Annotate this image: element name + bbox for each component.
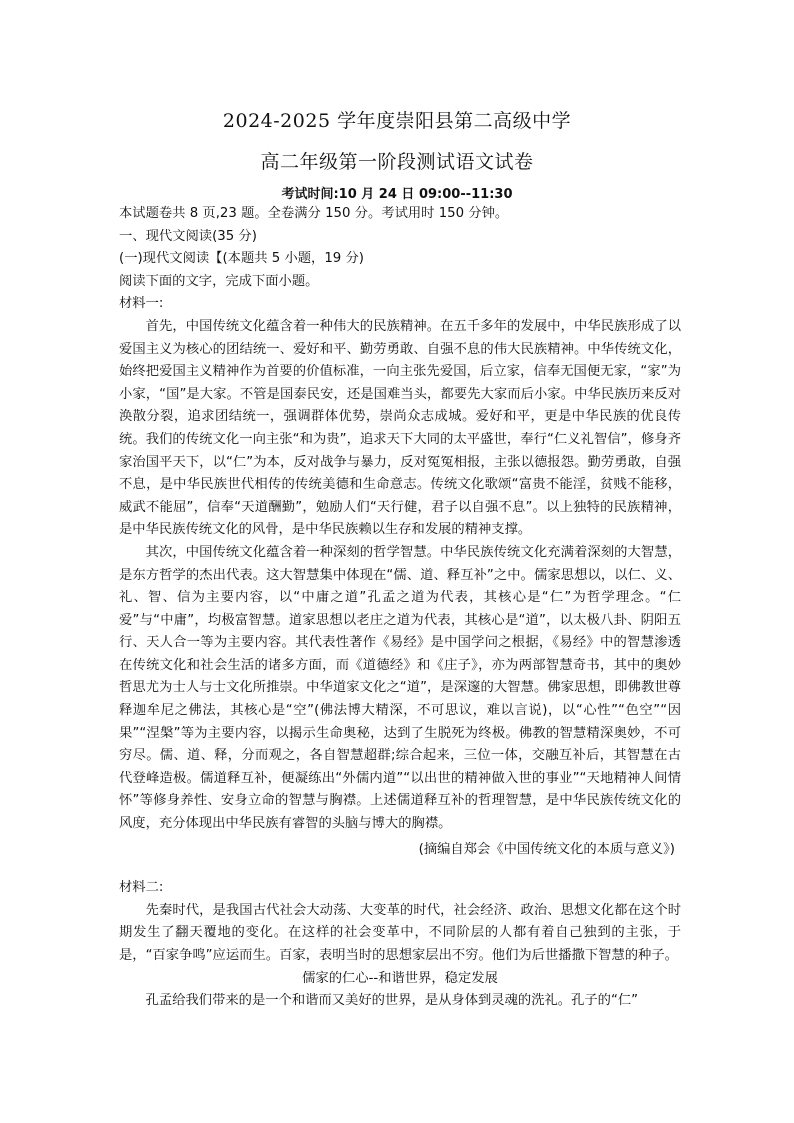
subsection-heading: (一)现代文阅读【(本题共 5 小题，19 分)	[119, 251, 364, 267]
material-two-paragraph-1: 先秦时代，是我国古代社会大动荡、大变革的时代，社会经济、政治、思想文化都在这个时期发生了翻天覆地的变化。在这样的社会变革中，不同阶层的人都有着自己独到的主张，于是，“百家争鸣”应运而生。百家，表明当时的思想家层出不穷。他们为后世播撒下智慧的种子。	[119, 902, 681, 963]
exam-time: 考试时间:10 月 24 日 09:00--11:30	[281, 187, 513, 202]
task-instruction: 阅读下面的文字，完成下面小题。	[119, 273, 319, 289]
exam-title-school: 2024-2025 学年度崇阳县第二高级中学	[222, 110, 572, 132]
exam-title-subject: 高二年级第一阶段测试语文试卷	[260, 151, 534, 173]
section-spacer	[119, 861, 681, 877]
section-heading: 一、现代文阅读(35 分)	[119, 228, 257, 244]
material-two-subheading: 儒家的仁心--和谐世界，稳定发展	[302, 970, 498, 986]
exam-instructions: 本试题卷共 8 页,23 题。全卷满分 150 分。考试用时 150 分钟。	[119, 206, 509, 221]
material-one-label: 材料一:	[119, 296, 164, 312]
material-two-label: 材料二:	[119, 880, 164, 896]
material-one-paragraph-2: 其次，中国传统文化蕴含着一种深刻的哲学智慧。中华民族传统文化充满着深刻的大智慧，是东方哲学的杰出代表。这大智慧集中体现在“儒、道、释互补”之中。儒家思想以，以仁、义、礼、智、信为主要内容，以“中庸之道”孔孟之道为代表，其核心是“仁”为哲学理念。“仁爱”与“中庸”，均极富智慧。道家思想以老庄之道为代表，其核心是“道”，以太极八卦、阴阳五行、天人合一等为主要内容。其代表性著作《易经》是中国学问之根据，《易经》中的智慧渗透在传统文化和社会生活的诸多方面，而《道德经》和《庄子》，亦为两部智慧奇书，其中的奥妙哲思尤为士人与士文化所推崇。中华道家文化之“道”，是深邃的大智慧。佛家思想，即佛教世尊释迦牟尼之佛法，其核心是“空”(佛法博大精深，不可思议，难以言说)，以“心性”“色空”“因果”“涅槃”等为主要内容，以揭示生命奥秘，达到了生脱死为终极。佛教的智慧精深奥妙，不可穷尽。儒、道、释，分而观之，各自智慧超群;综合起来，三位一体，交融互补后，其智慧在古代登峰造极。儒道释互补，便凝练出“外儒内道”“以出世的精神做入世的事业”“天地精神人间情怀”等修身养性、安身立命的智慧与胸襟。上述儒道释互补的哲理智慧，是中华民族传统文化的风度，充分体现出中华民族有睿智的头脑与博大的胸襟。	[119, 544, 681, 832]
document-body	[119, 203, 681, 1013]
material-one-source: (摘编自郑会《中国传统文化的本质与意义》)	[418, 841, 675, 857]
material-two-paragraph-2: 孔孟给我们带来的是一个和谐而又美好的世界，是从身体到灵魂的洗礼。孔子的“仁”	[145, 993, 639, 1009]
material-one-paragraph-1: 首先，中国传统文化蕴含着一种伟大的民族精神。在五千多年的发展中，中华民族形成了以爱国主义为核心的团结统一、爱好和平、勤劳勇敢、自强不息的伟大民族精神。中华传统文化，始终把爱国主义精神作为首要的价值标准，一向主张先爱国，后立家，信奉无国便无家，“家”为小家，“国”是大家。不管是国泰民安，还是国难当头，都要先大家而后小家。中华民族历来反对涣散分裂，追求团结统一，强调群体优势，崇尚众志成城。爱好和平，更是中华民族的优良传统。我们的传统文化一向主张“和为贵”，追求天下大同的太平盛世，奉行“仁义礼智信”，修身齐家治国平天下，以“仁”为本，反对战争与暴力，反对冤冤相报，主张以德报怨。勤劳勇敢，自强不息，是中华民族世代相传的传统美德和生命意志。传统文化歌颂“富贵不能淫，贫贱不能移，威武不能屈”，信奉“天道酬勤”，勉励人们“天行健，君子以自强不息”。以上独特的民族精神，是中华民族传统文化的风骨，是中华民族赖以生存和发展的精神支撑。	[119, 318, 681, 538]
